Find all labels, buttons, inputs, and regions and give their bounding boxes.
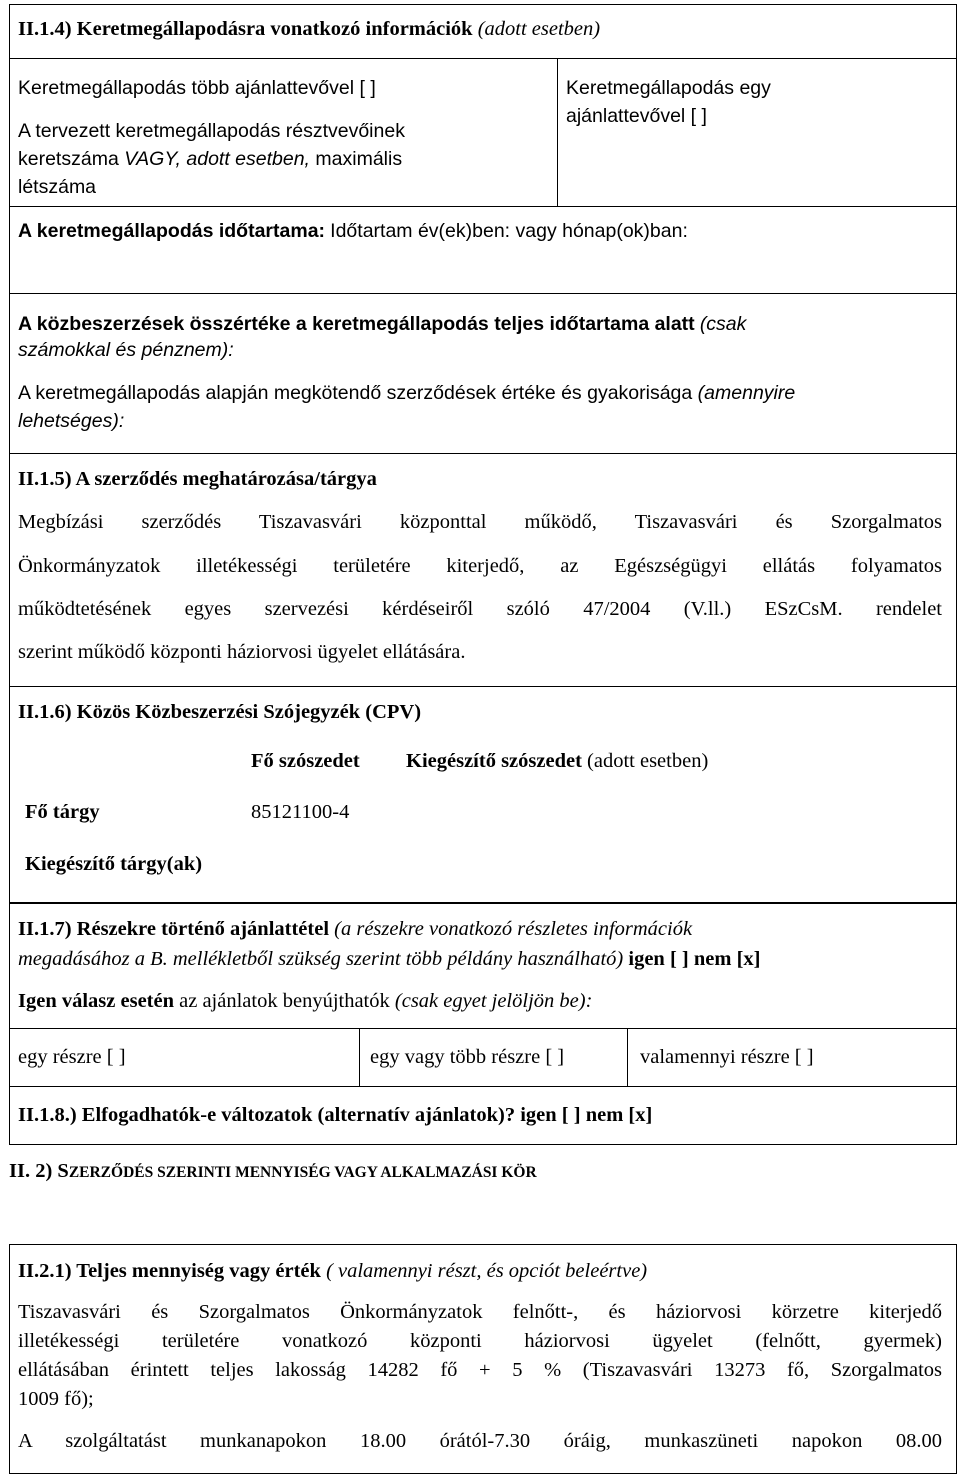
planned-participants-line: létszáma — [18, 176, 97, 198]
heading-italic: (adott esetben) — [477, 18, 601, 40]
total-quantity-heading: II.2.1) Teljes mennyiség vagy érték ( valamennyi részt, és opciót beleértve) — [18, 1260, 648, 1282]
total-value-line: számokkal és pénznem): — [18, 339, 234, 361]
divider — [9, 686, 957, 687]
contract-subject-line: Megbízási szerződés Tiszavasvári központtal működő, Tiszavasvári és Szorgalmatos — [18, 511, 942, 533]
total-quantity-line: Tiszavasvári és Szorgalmatos Önkormányzatok felnőtt-, és háziorvosi körzetre kiterjedő — [18, 1301, 942, 1323]
total-quantity-line: ellátásában érintett teljes lakosság 14282 fő + 5 % (Tiszavasvári 13273 fő, Szorgalmatos — [18, 1359, 942, 1381]
option-more-parts: egy vagy több részre [ ] — [370, 1046, 565, 1068]
parts-heading-line: II.1.7) Részekre történő ajánlattétel (a részekre vonatkozó részletes információk — [18, 918, 693, 940]
contract-subject-line: működtetésének egyes szervezési kérdéseiről szóló 47/2004 (V.ll.) ESzCsM. rendelet — [18, 598, 942, 620]
total-quantity-line: 1009 fő); — [18, 1388, 94, 1410]
section-heading-cpv: II.1.6) Közös Közbeszerzési Szójegyzék (CPV) — [18, 701, 422, 723]
cpv-supp-header: Kiegészítő szószedet (adott esetben) — [406, 750, 709, 772]
option-one-part: egy részre [ ] — [18, 1046, 126, 1068]
divider — [9, 293, 957, 294]
single-bidder-label: ajánlattevővel [ ] — [566, 105, 707, 127]
divider-vertical — [557, 58, 558, 206]
contracts-value-line: lehetséges): — [18, 410, 125, 432]
planned-participants-line: keretszáma VAGY, adott esetben, maximális — [18, 148, 403, 170]
divider-vertical — [627, 1028, 628, 1086]
single-bidder-label: Keretmegállapodás egy — [566, 77, 771, 99]
duration-line: A keretmegállapodás időtartama: Időtartam év(ek)ben: vagy hónap(ok)ban: — [18, 220, 688, 242]
divider-vertical — [359, 1028, 360, 1086]
heading-bold: II.1.4) Keretmegállapodásra vonatkozó információk — [18, 18, 473, 40]
multi-bidder-label: Keretmegállapodás több ajánlattevővel [ ] — [18, 77, 376, 99]
cpv-supp-object-label: Kiegészítő tárgy(ak) — [25, 853, 203, 875]
cpv-main-header: Fő szószedet — [251, 750, 360, 772]
divider — [9, 1086, 957, 1087]
option-all-parts: valamennyi részre [ ] — [640, 1046, 814, 1068]
contract-subject-line: szerint működő központi háziorvosi ügyelet ellátására. — [18, 641, 466, 663]
service-hours-line: A szolgáltatást munkanapokon 18.00 órától-7.30 óráig, munkaszüneti napokon 08.00 — [18, 1430, 942, 1452]
total-value-line: A közbeszerzések összértéke a keretmegállapodás teljes időtartama alatt (csak — [18, 313, 747, 335]
parts-heading-line: megadásához a B. mellékletből szükség szerint több példány használható) igen [ ] nem [x] — [18, 948, 761, 970]
contracts-value-line: A keretmegállapodás alapján megkötendő szerződések értéke és gyakorisága (amennyire — [18, 382, 796, 404]
parts-if-yes-line: Igen válasz esetén az ajánlatok benyújthatók (csak egyet jelöljön be): — [18, 990, 593, 1012]
section-heading-contract-subject: II.1.5) A szerződés meghatározása/tárgya — [18, 468, 377, 490]
divider — [9, 1028, 957, 1029]
cpv-main-object-label: Fő tárgy — [25, 801, 100, 823]
divider — [9, 58, 957, 59]
alternatives-line: II.1.8.) Elfogadhatók-e változatok (alternatív ajánlatok)? igen [ ] nem [x] — [18, 1104, 653, 1126]
divider — [9, 206, 957, 207]
section-heading-quantity: II. 2) SZERZŐDÉS SZERINTI MENNYISÉG VAGY ALKALMAZÁSI KÖR — [9, 1160, 537, 1182]
total-quantity-line: illetékességi területére vonatkozó központi háziorvosi ügyelet (felnőtt, gyermek) — [18, 1330, 942, 1352]
section-heading-keretmegallapodas — [18, 18, 600, 41]
planned-participants-line: A tervezett keretmegállapodás résztvevőinek — [18, 120, 405, 142]
divider — [9, 453, 957, 454]
contract-subject-line: Önkormányzatok illetékességi területére kiterjedő, az Egészségügyi ellátás folyamatos — [18, 555, 942, 577]
cpv-main-object-code: 85121100-4 — [251, 801, 350, 823]
